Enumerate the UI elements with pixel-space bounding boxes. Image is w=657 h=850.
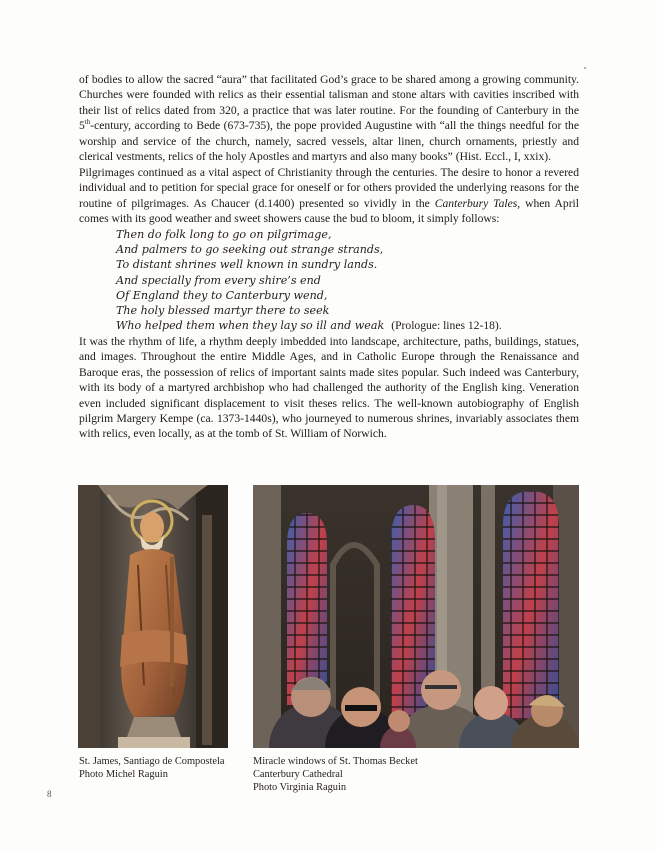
paragraph-3-text: It was the rhythm of life, a rhythm deeply imbedded into landscape, architecture, paths, buildings, statues, and images. Throughout the entire Middle Ages, and in Catholic Europe through the Renaissance and Baroque eras, the possession of relics of important saints made sites popular. Such indeed was Canterbury, with its body of a martyred archbishop who had challenged the authority of the English king. Veneration even included significant displacement to visit theses relics. The well-known autobiography of English pilgrim Margery Kempe (ca. 1373-1440s), who journeyed to numerous shrines, invariably associates them with relics, even locally, as at the tomb of St. William of Norwich.	[79, 335, 579, 441]
page-number: 8	[47, 789, 52, 799]
paragraph-2-text-a: Pilgrimages continued as a vital aspect of Christianity through the centuries. The desire to honor a revered individual and to petition for special grace for oneself or for others provided the underlying reasons for the routine of pilgrimages. As Chaucer (d.1400) presented so vividly in the	[79, 166, 579, 210]
caption-line: Miracle windows of St. Thomas Becket	[253, 756, 418, 767]
body-paragraph-2	[79, 165, 579, 227]
caption-line: Photo Michel Raguin	[79, 769, 168, 780]
chaucer-poem-quote	[116, 227, 586, 333]
body-paragraph-3	[79, 334, 579, 442]
scan-speck	[584, 67, 586, 69]
poem-line-text: Who helped them when they lay so ill and weak	[116, 319, 385, 333]
paragraph-1-superscript: th	[84, 118, 91, 127]
caption-st-james	[79, 755, 224, 781]
caption-line: St. James, Santiago de Compostela	[79, 756, 225, 767]
paragraph-2-book-title: Canterbury Tales,	[434, 196, 521, 210]
poem-line: Then do folk long to go on pilgrimage,	[116, 228, 332, 241]
paragraph-1-text-b: -century, according to Bede (673-735), the pope provided Augustine with “all the things needful for the worship and service of the church, namely, sacred vessels, altar linen, church ornaments, priestly and clerical vestments, relics of the holy Apostles and martyrs and also many books” (Hist. Eccl., I, xxix).	[79, 119, 579, 164]
caption-line: Photo Virginia Raguin	[253, 782, 347, 793]
caption-canterbury	[253, 755, 418, 794]
poem-citation: (Prologue: lines 12-18).	[391, 319, 502, 333]
poem-line: And specially from every shire’s end	[116, 273, 321, 287]
poem-line: To distant shrines well known in sundry lands.	[116, 258, 378, 272]
poem-line-last	[116, 318, 586, 333]
poem-line: Of England they to Canterbury wend,	[116, 288, 328, 302]
body-paragraph-1	[79, 72, 579, 164]
caption-line: Canterbury Cathedral	[253, 769, 343, 780]
paragraph-2-text-b: when April comes with its good weather and sweet showers cause the bud to bloom, it simply follows:	[79, 196, 579, 226]
poem-line: The holy blessed martyr there to seek	[116, 304, 330, 318]
photo-canterbury-windows	[253, 485, 579, 748]
poem-line: And palmers to go seeking out strange strands,	[116, 243, 384, 257]
photo-st-james-statue	[78, 485, 228, 748]
paragraph-1-text-a: of bodies to allow the sacred “aura” that facilitated God’s grace to be shared among a growing community. Churches were founded with relics as their essential talisman and stone altars with cavities inscribed with their list of relics dated from 320, a practice that was later routine. For the founding of Canterbury in the 5	[79, 73, 579, 133]
